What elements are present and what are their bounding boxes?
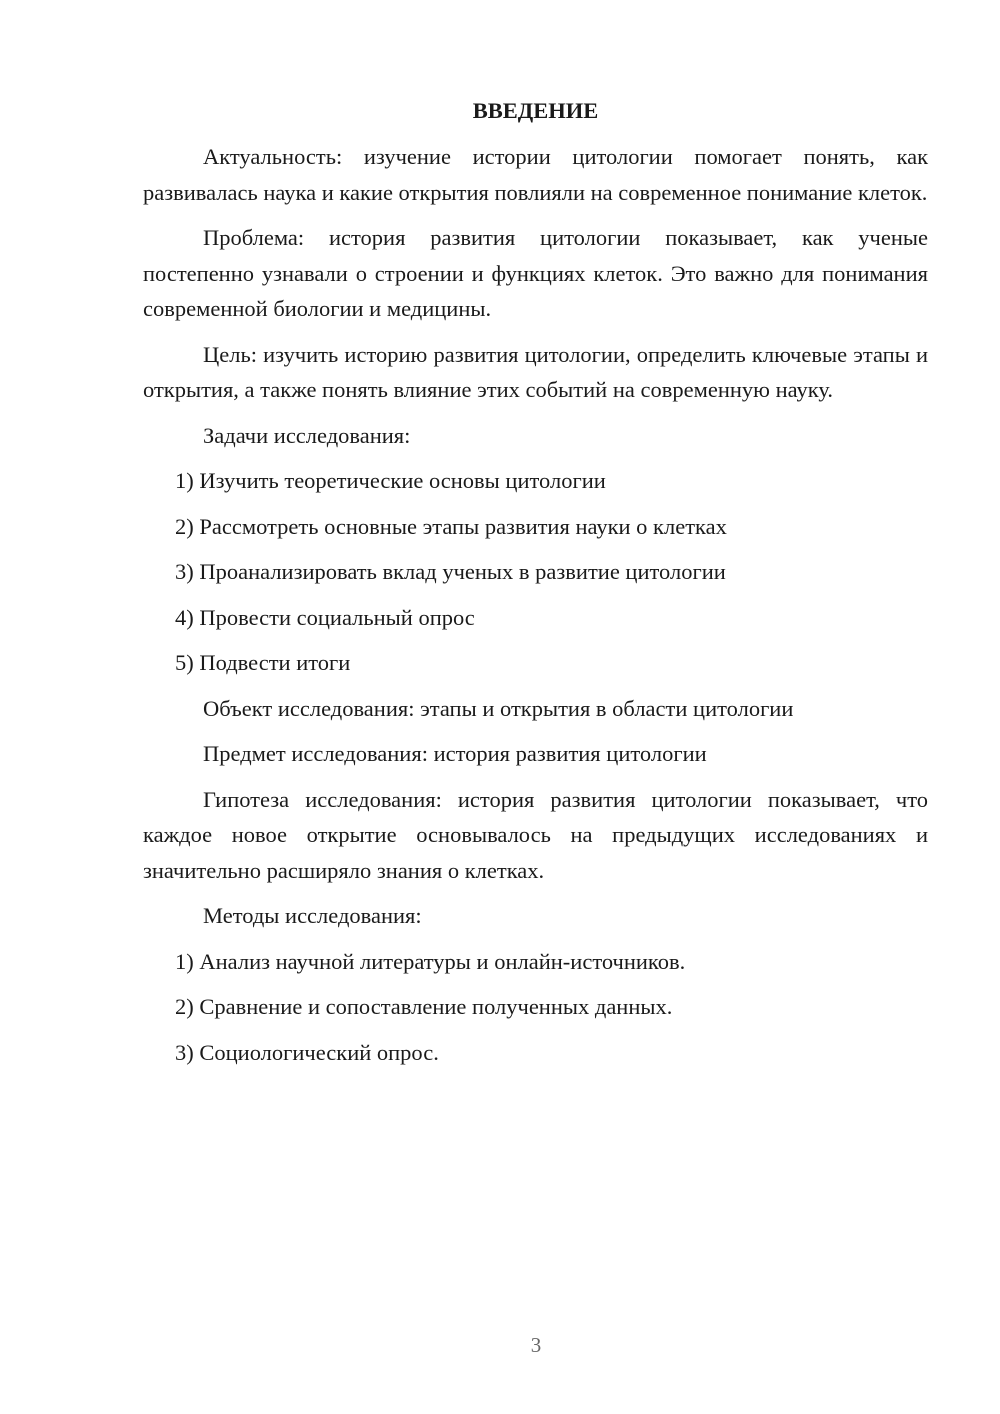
task-item: 2) Рассмотреть основные этапы развития науки о клетках — [175, 513, 727, 539]
task-item: 5) Подвести итоги — [175, 650, 351, 675]
subject-line: Предмет исследования: история развития цитологии — [203, 741, 707, 766]
method-item: 2) Сравнение и сопоставление полученных данных. — [175, 994, 673, 1019]
object-line: Объект исследования: этапы и открытия в области цитологии — [203, 695, 794, 721]
task-item: 4) Провести социальный опрос — [175, 604, 475, 630]
page-number: 3 — [530, 1333, 542, 1357]
hypothesis-paragraph: Гипотеза исследования: история развития цитологии показывает, что каждое новое открытие основывалось на предыдущих исследованиях и значительно расширяло знания о клетках. — [143, 786, 928, 883]
method-item: 3) Социологический опрос. — [175, 1039, 439, 1065]
problem-paragraph: Проблема: история развития цитологии показывает, как ученые постепенно узнавали о строении и функциях клеток. Это важно для понимания современной биологии и медицины. — [143, 225, 928, 321]
task-item: 1) Изучить теоретические основы цитологии — [175, 468, 606, 493]
tasks-title: Задачи исследования: — [203, 422, 411, 448]
methods-title: Методы исследования: — [203, 903, 422, 928]
task-item: 3) Проанализировать вклад ученых в развитие цитологии — [175, 559, 726, 584]
goal-paragraph: Цель: изучить историю развития цитологии, определить ключевые этапы и открытия, а также понять влияние этих событий на современную науку. — [143, 341, 928, 402]
method-item: 1) Анализ научной литературы и онлайн-источников. — [175, 948, 686, 974]
relevance-paragraph: Актуальность: изучение истории цитологии помогает понять, как развивалась наука и какие открытия повлияли на современное понимание клеток. — [143, 144, 928, 205]
section-heading: ВВЕДЕНИЕ — [472, 98, 599, 123]
document-body — [143, 93, 928, 1080]
